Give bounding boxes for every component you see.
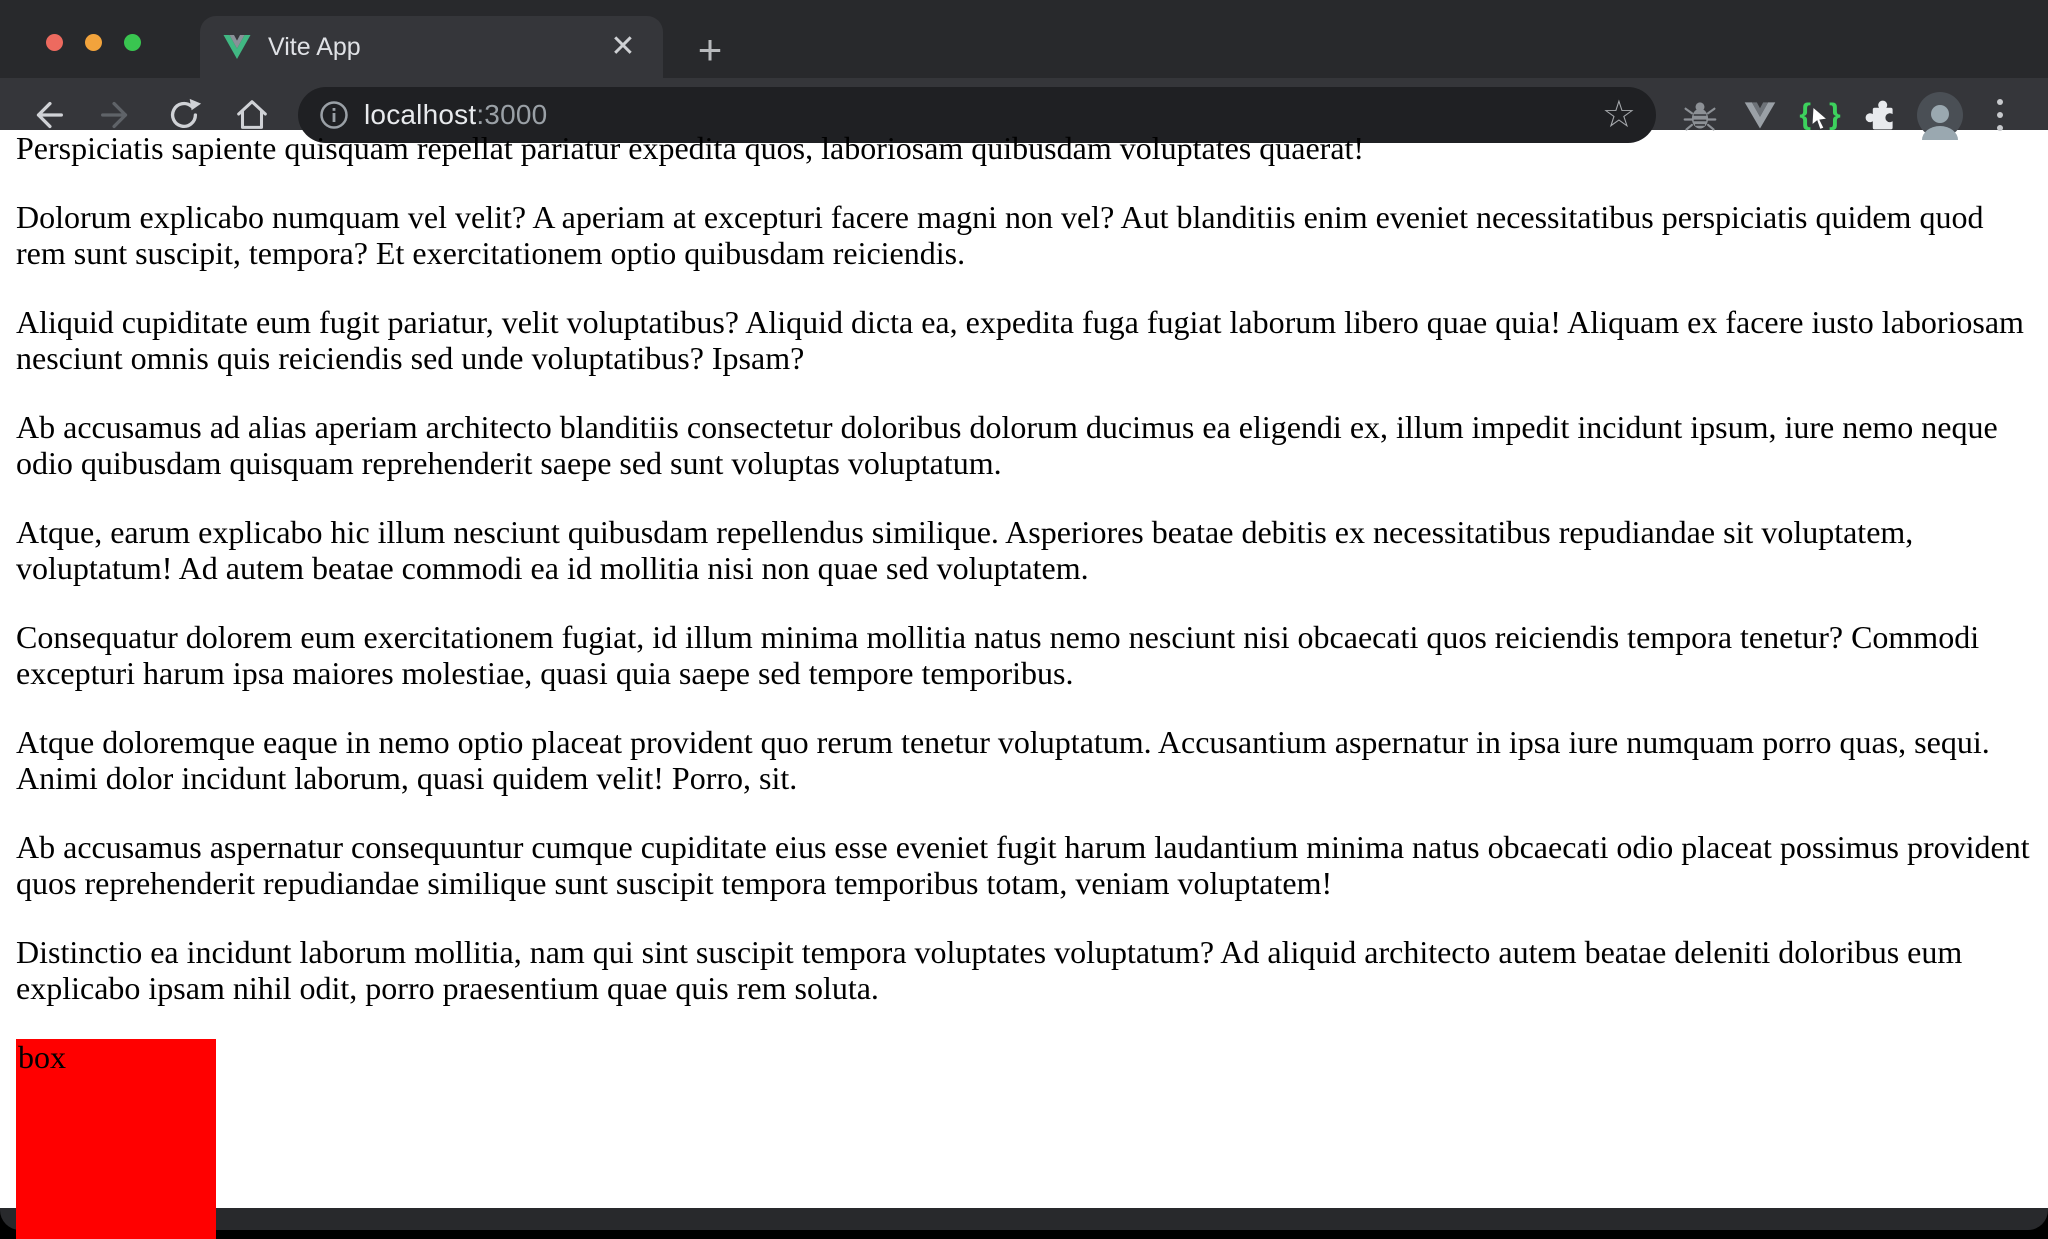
browser-menu-button[interactable] [1974,89,2026,141]
bookmark-star-icon[interactable]: ☆ [1601,94,1636,136]
paragraph: Dolorum explicabo numquam vel velit? A aperiam at excepturi facere magni non vel? Aut blanditiis enim eveniet necessitatibus perspiciatis quidem quod rem sunt suscipit, tempora? Et exercitationem optio quibusdam reiciendis. [16,198,1984,271]
info-icon[interactable] [318,99,350,131]
paragraph: Consequatur dolorem eum exercitationem fugiat, id illum minima mollitia natus nemo nesciunt nisi obcaecati quos reiciendis tempora tenetur? Commodi excepturi harum ipsa maiores molestiae, quasi quia saepe sed tempore temporibus. [16,618,1980,691]
red-box [16,1039,216,1239]
back-arrow-icon [29,96,67,134]
brace-open: { [1799,98,1811,131]
extensions-button[interactable] [1854,89,1906,141]
bug-icon [1682,97,1718,133]
red-box-label: box [18,1038,66,1075]
new-tab-button[interactable]: + [697,26,723,73]
cursor-arrow-icon [1809,106,1831,130]
bug-extension-button[interactable] [1674,89,1726,141]
paragraph: Atque, earum explicabo hic illum nesciunt quibusdam repellendus similique. Asperiores beatae debitis ex necessitatibus repudiandae sit voluptatem, voluptatum! Ad autem beatae commodi ea id mollitia nisi non quae sed voluptatem. [16,513,1914,586]
url-text[interactable] [364,99,1602,131]
zoom-window-button[interactable] [124,34,141,51]
traffic-lights [46,34,141,51]
tab-close-icon[interactable]: ✕ [610,30,636,63]
forward-arrow-icon [97,96,135,134]
tab-title: Vite App [268,32,361,61]
person-silhouette-icon [1920,102,1960,138]
vue-devtools-icon [1742,97,1778,133]
minimize-window-button[interactable] [85,34,102,51]
home-icon [233,96,271,134]
paragraph: Aliquid cupiditate eum fugit pariatur, velit voluptatibus? Aliquid dicta ea, expedita fuga fugiat laborum libero quae quia! Aliquam ex facere iusto laboriosam nesciunt omnis quis reiciendis sed unde voluptatibus? Ipsam? [16,303,2024,376]
paragraph: Ab accusamus ad alias aperiam architecto blanditiis consectetur doloribus dolorum ducimus ea eligendi ex, illum impedit incidunt ipsum, iure nemo neque odio quibusdam quisquam reprehenderit saepe sed sunt voluptas voluptatum. [16,408,1998,481]
reload-icon [165,96,203,134]
paragraph: Atque doloremque eaque in nemo optio placeat provident quo rerum tenetur voluptatum. Accusantium aspernatur in ipsa iure numquam porro quas, sequi. Animi dolor incidunt laborum, quasi quidem velit! Porro, sit. [16,723,1990,796]
kebab-menu-icon [1997,99,2003,131]
vue-devtools-button[interactable] [1734,89,1786,141]
braces-cursor-extension-button[interactable] [1794,89,1846,141]
url-port: :3000 [476,99,548,130]
extensions-puzzle-icon [1862,97,1898,133]
profile-avatar [1917,92,1963,138]
tab-strip [0,0,2048,78]
page-body [0,130,2048,1239]
close-window-button[interactable] [46,34,63,51]
brace-close: } [1829,98,1841,131]
tab-vite-app[interactable] [200,16,663,78]
vue-logo-icon [222,32,252,62]
paragraph: Ab accusamus aspernatur consequuntur cumque cupiditate eius esse eveniet fugit harum laudantium minima natus obcaecati odio placeat possimus provident quos reprehenderit repudiandae similique sunt suscipit tempora temporibus totam, veniam voluptatem! [16,828,2030,901]
page-viewport[interactable] [0,130,2048,1208]
profile-button[interactable] [1914,89,1966,141]
clipped-top-line: Perspiciatis sapiente quisquam repellat pariatur expedita quos, laboriosam quibusdam voluptates quaerat! [16,130,1365,166]
url-host: localhost [364,99,477,130]
paragraph: Distinctio ea incidunt laborum mollitia, nam qui sint suscipit tempora voluptates voluptatum? Ad aliquid architecto autem beatae deleniti doloribus eum explicabo ipsam nihil odit, porro praesentium quae quis rem soluta. [16,933,1963,1006]
